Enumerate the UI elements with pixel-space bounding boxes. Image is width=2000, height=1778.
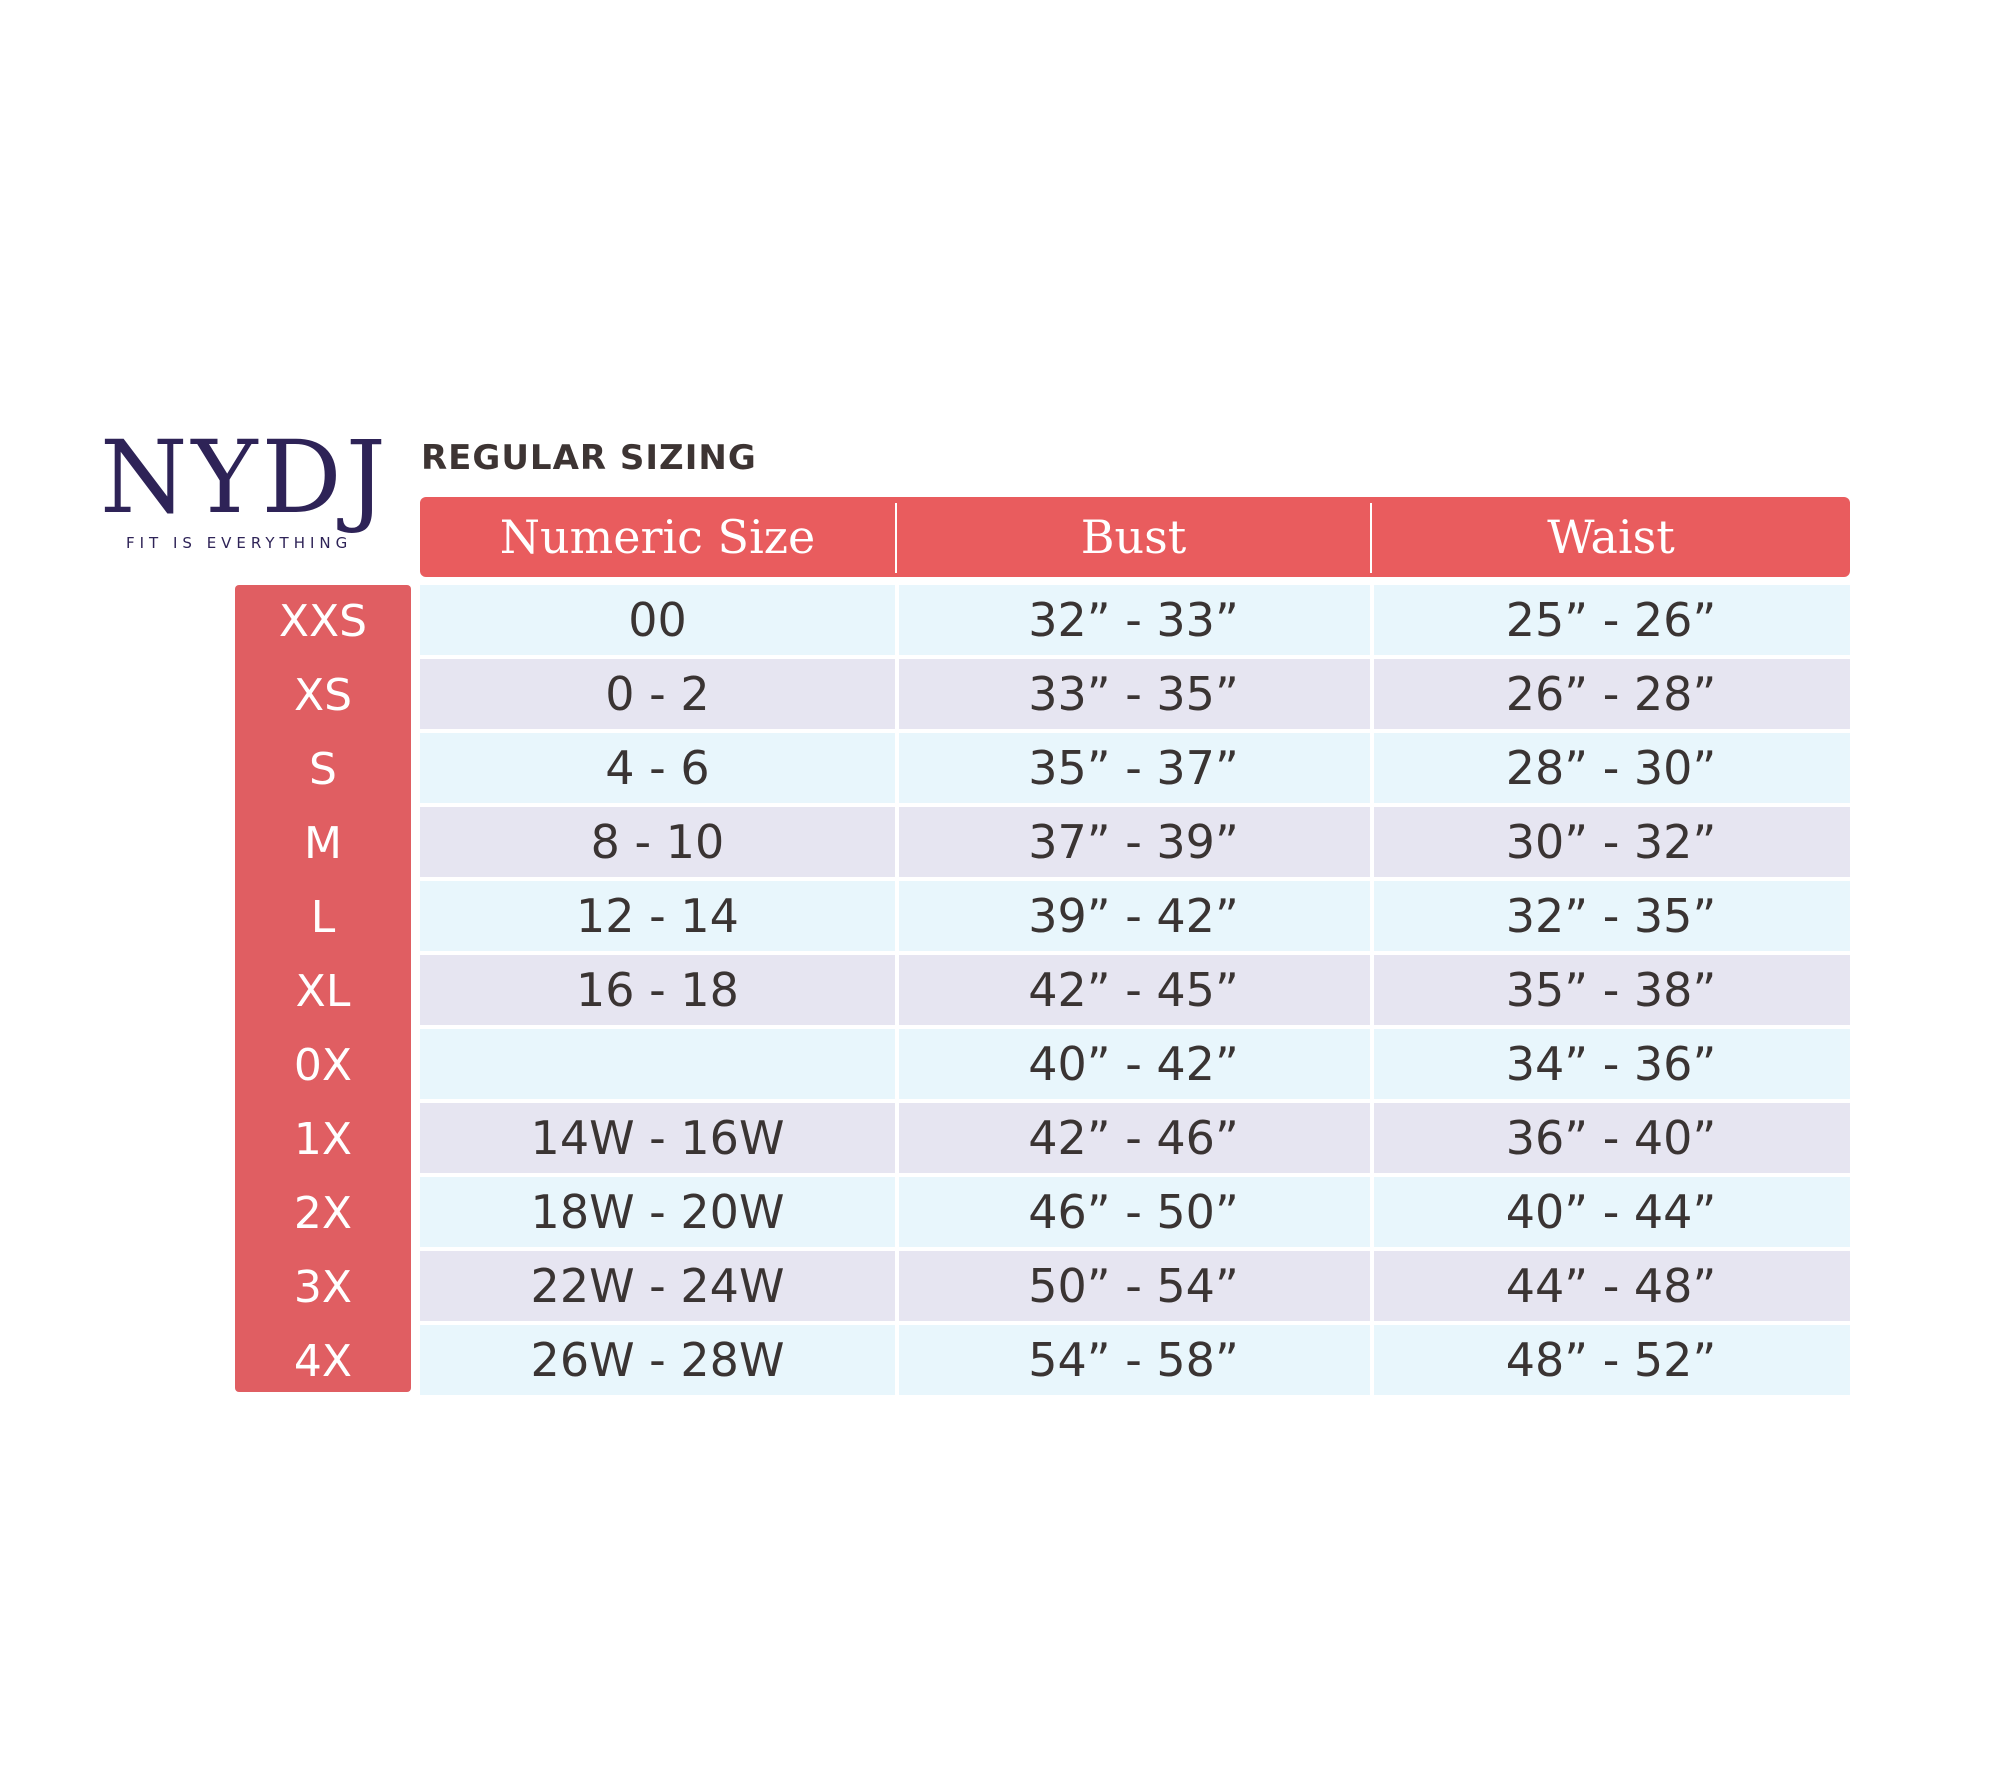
column-divider [1370,585,1374,655]
size-label: 4X [293,1336,353,1387]
column-divider [895,955,899,1025]
column-divider [895,1325,899,1395]
column-divider [1370,955,1374,1025]
size-label: 2X [293,1188,353,1239]
size-label: XXS [278,596,368,647]
size-label: XL [295,966,351,1017]
waist-cell: 44” - 48” [1505,1259,1717,1313]
numeric-size-cell: 4 - 6 [605,741,710,795]
column-divider [895,1103,899,1173]
brand-logo-wordmark: NYDJ [100,419,390,536]
size-label: M [304,818,342,869]
bust-cell: 42” - 45” [1028,963,1239,1017]
size-label: 1X [293,1114,353,1165]
bust-cell: 54” - 58” [1028,1333,1239,1387]
bust-cell: 37” - 39” [1028,815,1239,869]
bust-cell: 33” - 35” [1028,667,1239,721]
numeric-size-cell: 0 - 2 [605,667,710,721]
column-divider [1370,1103,1374,1173]
waist-cell: 48” - 52” [1505,1333,1717,1387]
bust-cell: 42” - 46” [1028,1111,1239,1165]
table-row [420,807,1850,877]
column-divider [1370,881,1374,951]
bust-cell: 50” - 54” [1028,1259,1239,1313]
size-label: S [309,744,337,795]
table-row [420,585,1850,655]
table-row [420,881,1850,951]
bust-cell: 39” - 42” [1028,889,1239,943]
numeric-size-cell: 26W - 28W [530,1333,785,1387]
numeric-size-cell: 00 [628,593,687,647]
column-divider [1370,1177,1374,1247]
header-waist: Waist [1547,510,1675,564]
numeric-size-cell: 12 - 14 [576,889,739,943]
numeric-size-cell: 16 - 18 [576,963,739,1017]
column-divider [1370,1251,1374,1321]
column-divider [1370,1029,1374,1099]
bust-cell: 32” - 33” [1028,593,1239,647]
table-row [420,1325,1850,1395]
column-divider [1370,1325,1374,1395]
size-label: 3X [293,1262,353,1313]
table-row [420,733,1850,803]
size-label: L [310,892,336,943]
table-row [420,1177,1850,1247]
numeric-size-cell [420,1029,895,1099]
waist-cell: 40” - 44” [1505,1185,1717,1239]
table-row [420,1103,1850,1173]
numeric-size-cell: 8 - 10 [590,815,725,869]
header-bust: Bust [1080,510,1187,564]
column-divider [895,807,899,877]
column-divider [1370,807,1374,877]
numeric-size-cell: 14W - 16W [530,1111,785,1165]
table-row [420,1029,1850,1099]
column-divider [895,1029,899,1099]
waist-cell: 30” - 32” [1505,815,1717,869]
table-header [420,497,1850,577]
bust-cell: 35” - 37” [1028,741,1239,795]
waist-cell: 25” - 26” [1505,593,1717,647]
table-row [420,659,1850,729]
table-row [420,1251,1850,1321]
waist-cell: 35” - 38” [1505,963,1717,1017]
chart-title: REGULAR SIZING [421,438,757,478]
size-label-column [235,585,411,1392]
waist-cell: 36” - 40” [1505,1111,1717,1165]
column-divider [895,659,899,729]
waist-cell: 34” - 36” [1505,1037,1717,1091]
column-divider [895,1177,899,1247]
waist-cell: 28” - 30” [1505,741,1717,795]
column-divider [895,585,899,655]
column-divider [1370,659,1374,729]
column-divider [895,1251,899,1321]
size-label: 0X [293,1040,353,1091]
brand-logo [100,419,400,558]
numeric-size-cell: 22W - 24W [530,1259,785,1313]
column-divider [1370,733,1374,803]
bust-cell: 40” - 42” [1028,1037,1239,1091]
header-numeric-size: Numeric Size [499,510,816,564]
waist-cell: 26” - 28” [1505,667,1717,721]
waist-cell: 32” - 35” [1505,889,1717,943]
brand-tagline: FIT IS EVERYTHING [126,534,353,552]
table-row [420,955,1850,1025]
numeric-size-cell: 18W - 20W [530,1185,785,1239]
column-divider [895,733,899,803]
bust-cell: 46” - 50” [1028,1185,1239,1239]
size-label: XS [293,670,353,721]
column-divider [895,881,899,951]
